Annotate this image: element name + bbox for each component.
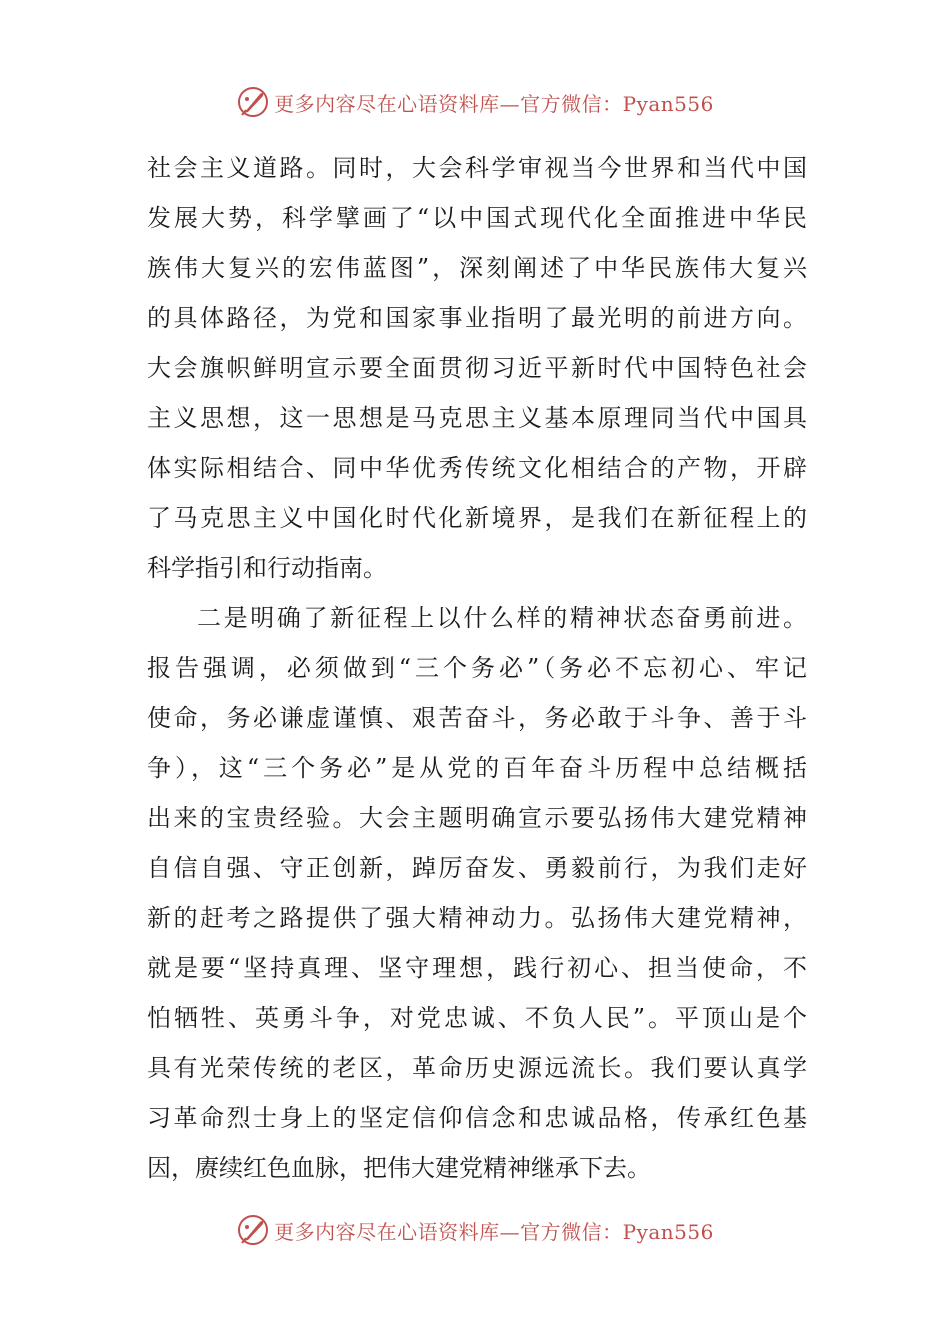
text-line: 报告强调，必须做到“三个务必”（务必不忘初心、牢记	[147, 654, 807, 682]
paragraph-heading-line: 二是明确了新征程上以什么样的精神状态奋勇前进。	[197, 604, 807, 632]
text-line: 的具体路径，为党和国家事业指明了最光明的前进方向。	[147, 304, 807, 332]
text-line: 族伟大复兴的宏伟蓝图”，深刻阐述了中华民族伟大复兴	[147, 254, 807, 282]
text-line: 科学指引和行动指南。	[147, 554, 387, 582]
text-line: 因，赓续红色血脉，把伟大建党精神继承下去。	[147, 1154, 651, 1182]
text-line: 就是要“坚持真理、坚守理想，践行初心、担当使命，不	[147, 954, 807, 982]
header-watermark	[0, 82, 950, 122]
text-line: 争），这“三个务必”是从党的百年奋斗历程中总结概括	[147, 754, 807, 782]
text-line: 主义思想，这一思想是马克思主义基本原理同当代中国具	[147, 404, 807, 432]
text-line: 大会旗帜鲜明宣示要全面贯彻习近平新时代中国特色社会	[147, 354, 807, 382]
text-line: 体实际相结合、同中华优秀传统文化相结合的产物，开辟	[147, 454, 807, 482]
text-line: 社会主义道路。同时，大会科学审视当今世界和当代中国	[147, 154, 807, 182]
quill-pen-logo-icon	[236, 1213, 270, 1247]
text-line: 自信自强、守正创新，踔厉奋发、勇毅前行，为我们走好	[147, 854, 807, 882]
text-line: 使命，务必谦虚谨慎、艰苦奋斗，务必敢于斗争、善于斗	[147, 704, 807, 732]
text-line: 发展大势，科学擘画了“以中国式现代化全面推进中华民	[147, 204, 807, 232]
watermark-text: 更多内容尽在心语资料库—官方微信：Pyan556	[274, 1219, 714, 1244]
document-body	[147, 143, 807, 1193]
footer-watermark	[0, 1210, 950, 1250]
text-line: 出来的宝贵经验。大会主题明确宣示要弘扬伟大建党精神	[147, 804, 807, 832]
text-line: 新的赶考之路提供了强大精神动力。弘扬伟大建党精神，	[147, 904, 807, 932]
text-line: 了马克思主义中国化时代化新境界，是我们在新征程上的	[147, 504, 807, 532]
text-line: 习革命烈士身上的坚定信仰信念和忠诚品格，传承红色基	[147, 1104, 807, 1132]
text-line: 具有光荣传统的老区，革命历史源远流长。我们要认真学	[147, 1054, 807, 1082]
quill-pen-logo-icon	[236, 85, 270, 119]
watermark-text: 更多内容尽在心语资料库—官方微信：Pyan556	[274, 91, 714, 116]
text-line: 怕牺牲、英勇斗争，对党忠诚、不负人民”。平顶山是个	[147, 1004, 807, 1032]
